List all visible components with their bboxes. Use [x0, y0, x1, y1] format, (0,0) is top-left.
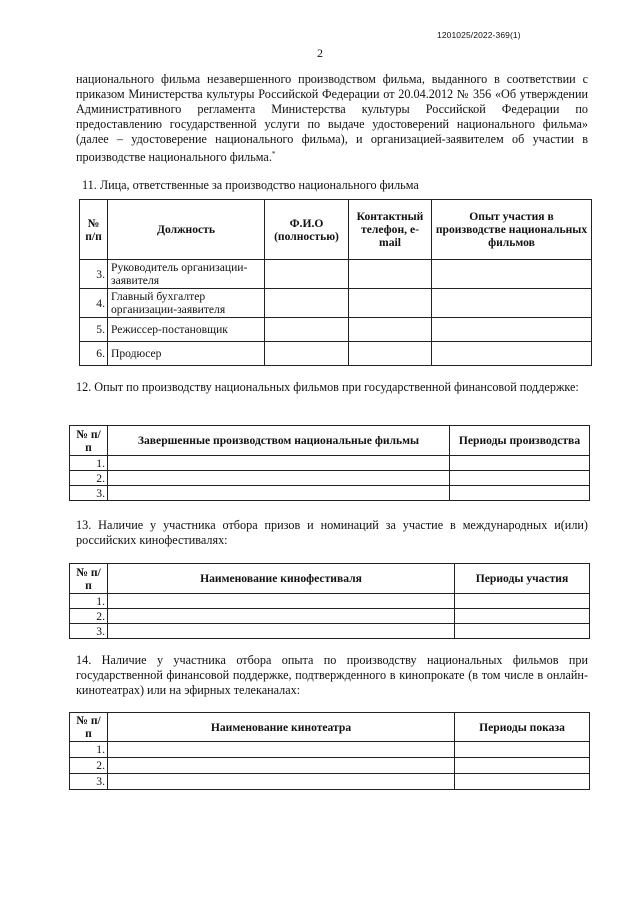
row-number: 5. — [80, 318, 108, 342]
table-row — [80, 289, 592, 318]
cell-cinema — [108, 758, 455, 774]
cell-experience — [432, 318, 592, 342]
table-row — [80, 342, 592, 366]
cell-festival — [108, 624, 455, 639]
cell-period — [455, 742, 590, 758]
table-header-row — [70, 713, 590, 742]
cell-experience — [432, 260, 592, 289]
col-full-name: Ф.И.О (полностью) — [265, 200, 349, 260]
col-number: № п/п — [70, 426, 108, 456]
cell-period — [450, 471, 590, 486]
col-number: № п/п — [80, 200, 108, 260]
col-screening-periods: Периоды показа — [455, 713, 590, 742]
cell-period — [455, 609, 590, 624]
table-row — [70, 609, 590, 624]
cell-contact — [349, 318, 432, 342]
cell-full-name — [265, 342, 349, 366]
row-number: 3. — [70, 624, 108, 639]
table-header-row — [70, 426, 590, 456]
cell-contact — [349, 342, 432, 366]
cell-experience — [432, 342, 592, 366]
cinema-table — [69, 712, 590, 790]
row-number: 2. — [70, 609, 108, 624]
col-cinema-name: Наименование кинотеатра — [108, 713, 455, 742]
cell-festival — [108, 594, 455, 609]
cell-film — [108, 486, 450, 501]
table-row — [80, 318, 592, 342]
row-number: 2. — [70, 471, 108, 486]
row-number: 2. — [70, 758, 108, 774]
table-row — [70, 486, 590, 501]
row-number: 3. — [80, 260, 108, 289]
col-contact: Контактный телефон, e-mail — [349, 200, 432, 260]
cell-period — [455, 758, 590, 774]
cell-experience — [432, 289, 592, 318]
cell-festival — [108, 609, 455, 624]
cell-film — [108, 471, 450, 486]
col-participation-periods: Периоды участия — [455, 564, 590, 594]
table-row — [70, 774, 590, 790]
cell-period — [455, 774, 590, 790]
row-number: 4. — [80, 289, 108, 318]
cell-contact — [349, 289, 432, 318]
section-11-title: 11. Лица, ответственные за производство национального фильма — [82, 178, 419, 192]
table-row — [70, 594, 590, 609]
row-number: 1. — [70, 742, 108, 758]
cell-cinema — [108, 774, 455, 790]
row-number: 3. — [70, 486, 108, 501]
table-row — [70, 742, 590, 758]
cell-film — [108, 456, 450, 471]
table-row — [70, 471, 590, 486]
col-production-periods: Периоды производства — [450, 426, 590, 456]
col-completed-films: Завершенные производством национальные фильмы — [108, 426, 450, 456]
row-number: 1. — [70, 594, 108, 609]
row-role: Продюсер — [108, 342, 265, 366]
table-row — [70, 624, 590, 639]
table-row — [70, 758, 590, 774]
row-role: Главный бухгалтер организации-заявителя — [108, 289, 265, 318]
section-13-title: 13. Наличие у участника отбора призов и номинаций за участие в международных и(или) российских кинофестивалях: — [76, 518, 588, 547]
section-12-title: 12. Опыт по производству национальных фильмов при государственной финансовой поддержке: — [76, 380, 579, 394]
col-position: Должность — [108, 200, 265, 260]
cell-cinema — [108, 742, 455, 758]
table-row — [70, 456, 590, 471]
cell-period — [455, 594, 590, 609]
cell-period — [450, 456, 590, 471]
intro-paragraph — [76, 72, 588, 165]
film-production-table — [69, 425, 590, 501]
col-number: № п/п — [70, 713, 108, 742]
table-header-row — [80, 200, 592, 260]
table-row — [80, 260, 592, 289]
row-number: 1. — [70, 456, 108, 471]
row-role: Руководитель организации-заявителя — [108, 260, 265, 289]
cell-period — [455, 624, 590, 639]
cell-contact — [349, 260, 432, 289]
table-header-row — [70, 564, 590, 594]
cell-full-name — [265, 260, 349, 289]
document-number: 1201025/2022-369(1) — [437, 30, 521, 40]
col-festival-name: Наименование кинофестиваля — [108, 564, 455, 594]
footnote-mark: * — [271, 150, 276, 158]
row-number: 6. — [80, 342, 108, 366]
row-role: Режиссер-постановщик — [108, 318, 265, 342]
section-14-title: 14. Наличие у участника отбора опыта по производству национальных фильмов при государственной финансовой поддержке, подтвержденного в кинопрокате (в том числе в онлайн-кинотеатрах) или на эфирных телеканалах: — [76, 653, 588, 697]
responsible-persons-table — [79, 199, 592, 366]
col-experience: Опыт участия в производстве национальных фильмов — [432, 200, 592, 260]
intro-text: национального фильма незавершенного производством фильма, выданного в соответствии с приказом Министерства культуры Российской Федерации от 20.04.2012 № 356 «Об утверждении Административного регламента Министерства культуры Российской Федерации по предоставлению государственной услуги по выдаче удостоверений национального фильма» (далее – удостоверение национального фильма), и организацией-заявителем об участии в производстве национального фильма. — [76, 72, 588, 165]
col-number: № п/п — [70, 564, 108, 594]
festival-table — [69, 563, 590, 639]
cell-full-name — [265, 318, 349, 342]
cell-full-name — [265, 289, 349, 318]
cell-period — [450, 486, 590, 501]
page-number: 2 — [317, 46, 323, 60]
row-number: 3. — [70, 774, 108, 790]
